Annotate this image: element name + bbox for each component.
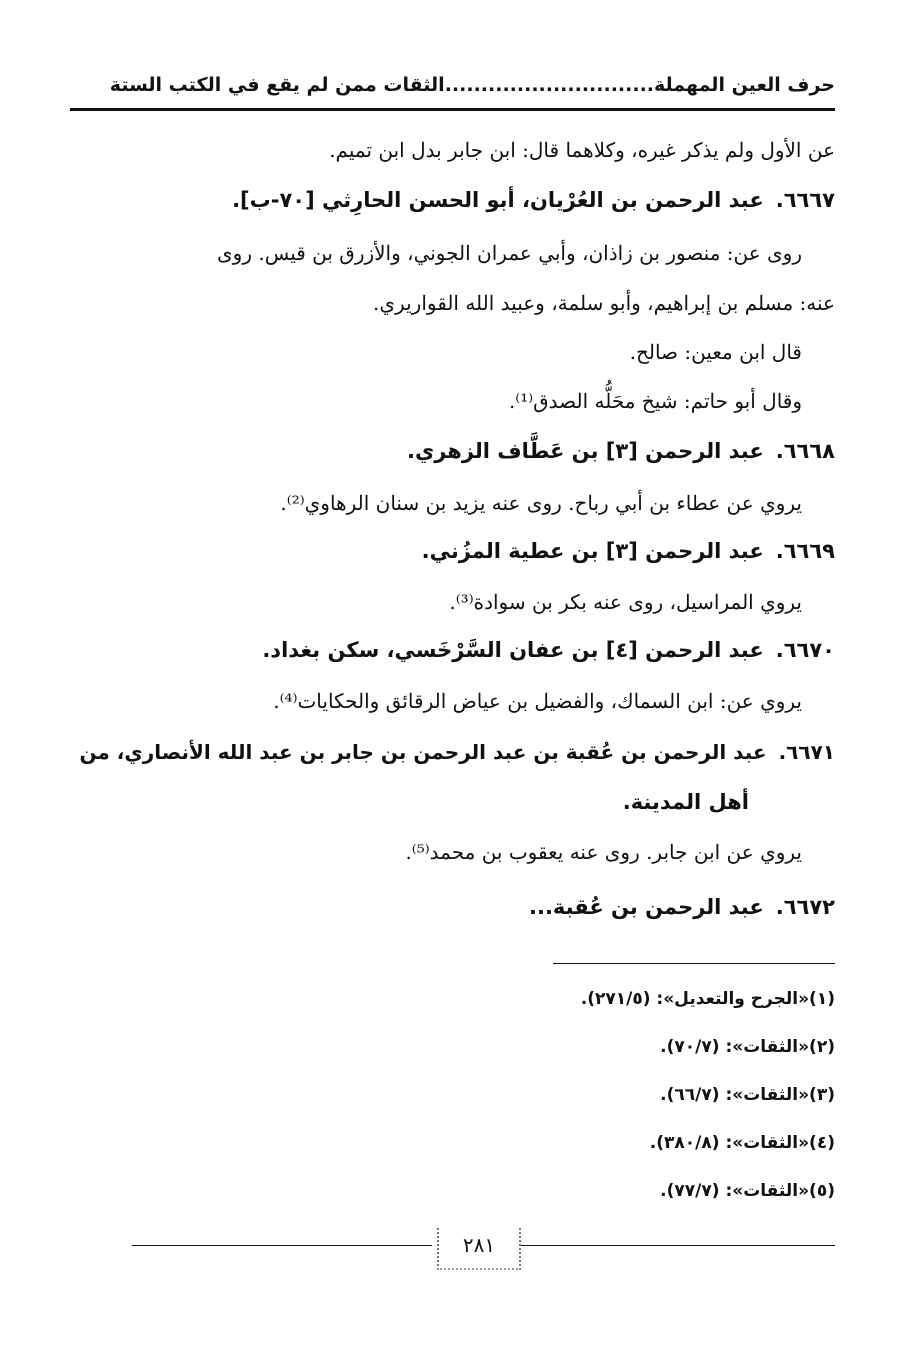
running-header: حرف العين المهملة.............................الثقات ممن لم يقع في الكتب الستة (109, 74, 835, 96)
body-line: يروي عن: ابن السماك، والفضيل بن عياض الرقائق والحكايات⁽⁴⁾. (273, 689, 802, 713)
body-line: يروي عن عطاء بن أبي رباح. روى عنه يزيد بن سنان الرهاوي⁽²⁾. (280, 491, 802, 515)
entry-heading: عبد الرحمن بن العُرْيان، أبو الحسن الحارِثي [٧٠-ب]. (232, 188, 764, 212)
body-line: عن الأول ولم يذكر غيره، وكلاهما قال: ابن جابر بدل ابن تميم. (329, 138, 835, 162)
header-divider (70, 108, 835, 111)
entry-heading: عبد الرحمن [٣] بن عَطَّاف الزهري. (406, 439, 764, 463)
entry-heading: عبد الرحمن [٤] بن عفان السَّرْخَسي، سكن بغداد. (262, 638, 764, 662)
footnote-1: (١)«الجرح والتعديل»: (٢٧١/٥). (580, 989, 835, 1009)
body-line: عنه: مسلم بن إبراهيم، وأبو سلمة، وعبيد الله القواريري. (373, 291, 835, 315)
footer-rule-right (519, 1245, 835, 1246)
footnote-2: (٢)«الثقات»: (٧٠/٧). (660, 1037, 835, 1057)
body-line: قال ابن معين: صالح. (629, 340, 802, 364)
body-line: وقال أبو حاتم: شيخ محَلُّه الصدق⁽¹⁾. (508, 389, 802, 413)
footnote-4: (٤)«الثقات»: (٣٨٠/٨). (649, 1133, 835, 1153)
entry-6670 (262, 635, 835, 665)
entry-number: ٦٦٧٢. (775, 895, 835, 919)
entry-number: ٦٦٦٧. (775, 188, 835, 212)
entry-heading: عبد الرحمن بن عُقبة بن عبد الرحمن بن جابر بن عبد الله الأنصاري، من (79, 740, 767, 764)
entry-heading: عبد الرحمن بن عُقبة... (529, 895, 764, 919)
entry-6672 (529, 892, 835, 922)
entry-6671 (79, 737, 835, 767)
footnote-divider (553, 963, 835, 964)
entry-number: ٦٦٦٩. (775, 539, 835, 563)
footnote-3: (٣)«الثقات»: (٦٦/٧). (660, 1085, 835, 1105)
entry-6669 (422, 536, 835, 566)
entry-6671-continuation: أهل المدينة. (622, 790, 749, 814)
footer-rule-left (132, 1245, 432, 1246)
footnote-5: (٥)«الثقات»: (٧٧/٧). (660, 1181, 835, 1201)
entry-number: ٦٦٦٨. (775, 439, 835, 463)
page-number: ٢٨١ (437, 1228, 521, 1270)
entry-number: ٦٦٧١. (778, 740, 835, 764)
entry-heading: عبد الرحمن [٣] بن عطية المزُني. (421, 539, 764, 563)
body-line: يروي المراسيل، روى عنه بكر بن سوادة⁽³⁾. (449, 590, 802, 614)
entry-6667 (232, 185, 835, 215)
body-line: يروي عن ابن جابر. روى عنه يعقوب بن محمد⁽⁵⁾. (405, 840, 802, 864)
entry-number: ٦٦٧٠. (775, 638, 835, 662)
body-line: روى عن: منصور بن زاذان، وأبي عمران الجوني، والأزرق بن قيس. روى (217, 241, 802, 265)
entry-6668 (407, 436, 835, 466)
